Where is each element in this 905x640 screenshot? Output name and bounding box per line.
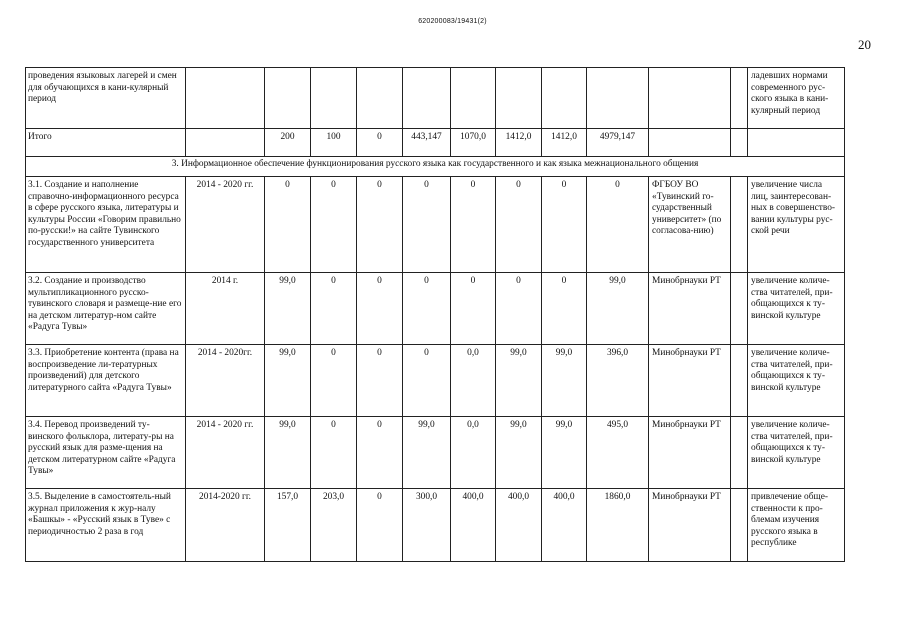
cell-value: 0	[542, 177, 587, 273]
cell-spacer	[731, 345, 748, 417]
cell-spacer	[731, 489, 748, 562]
cell-value	[496, 68, 542, 129]
section-title: 3. Информационное обеспечение функционирования русского языка как государственного и как языка межнационального общения	[26, 157, 845, 177]
cell-spacer	[731, 68, 748, 129]
cell-total: 4979,147	[587, 129, 649, 157]
cell-value	[542, 68, 587, 129]
cell-value: 99,0	[403, 417, 451, 489]
cell-result: увеличение числа лиц, заинтересован-ных в совершенство-вании культуры рус-ской речи	[748, 177, 845, 273]
cell-name: 3.1. Создание и наполнение справочно-информационного ресурса в сфере русского языка, литературы и культуры России «Говорим правильно по-русски!» на сайте Тувинского государственного университета	[26, 177, 186, 273]
cell-name: 3.4. Перевод произведений ту-винского фольклора, литерату-ры на русский язык для разме-щения на детском литературном сайте «Радуга Тувы»	[26, 417, 186, 489]
cell-executor: Минобрнауки РТ	[649, 273, 731, 345]
cell-value: 0	[357, 273, 403, 345]
cell-value: 0	[451, 177, 496, 273]
cell-value: 400,0	[496, 489, 542, 562]
cell-value: 0	[451, 273, 496, 345]
cell-value: 99,0	[265, 273, 311, 345]
table-row	[26, 417, 845, 489]
cell-name: 3.2. Создание и производство мультипликационного русско-тувинского словаря и размеще-ние его на детском литератур-ном сайте «Радуга Тувы»	[26, 273, 186, 345]
cell-value	[311, 68, 357, 129]
cell-spacer	[731, 177, 748, 273]
cell-value: 0	[311, 177, 357, 273]
cell-executor	[649, 68, 731, 129]
cell-value: 0	[311, 273, 357, 345]
cell-value: 157,0	[265, 489, 311, 562]
cell-spacer	[731, 273, 748, 345]
cell-value: 0	[265, 177, 311, 273]
cell-value: 99,0	[265, 345, 311, 417]
cell-name: Итого	[26, 129, 186, 157]
cell-value	[265, 68, 311, 129]
cell-value: 0	[311, 345, 357, 417]
cell-value: 0	[542, 273, 587, 345]
page-number: 20	[858, 37, 871, 52]
cell-period: 2014 - 2020 гг.	[186, 177, 265, 273]
cell-executor: Минобрнауки РТ	[649, 489, 731, 562]
cell-executor: ФГБОУ ВО «Тувинский го-сударственный университет» (по согласова-нию)	[649, 177, 731, 273]
table-row	[26, 345, 845, 417]
cell-executor: Минобрнауки РТ	[649, 345, 731, 417]
cell-total: 99,0	[587, 273, 649, 345]
cell-value: 0,0	[451, 345, 496, 417]
table-row	[26, 177, 845, 273]
cell-period: 2014 г.	[186, 273, 265, 345]
cell-name: проведения языковых лагерей и смен для обучающихся в кани-кулярный период	[26, 68, 186, 129]
cell-period	[186, 129, 265, 157]
cell-spacer	[731, 417, 748, 489]
cell-value: 0	[357, 129, 403, 157]
cell-value: 0,0	[451, 417, 496, 489]
cell-value: 400,0	[451, 489, 496, 562]
cell-value: 99,0	[542, 417, 587, 489]
cell-value: 300,0	[403, 489, 451, 562]
cell-value: 99,0	[496, 345, 542, 417]
table-row	[26, 489, 845, 562]
cell-value	[451, 68, 496, 129]
cell-value	[357, 68, 403, 129]
cell-value: 0	[357, 345, 403, 417]
cell-value: 203,0	[311, 489, 357, 562]
cell-period: 2014 - 2020гг.	[186, 345, 265, 417]
cell-value: 1412,0	[542, 129, 587, 157]
cell-name: 3.5. Выделение в самостоятель-ный журнал приложения к жур-налу «Башкы» - «Русский язык в Туве» с периодичностью 2 раза в год	[26, 489, 186, 562]
cell-executor	[649, 129, 731, 157]
cell-value: 200	[265, 129, 311, 157]
program-table	[25, 67, 845, 562]
cell-value: 443,147	[403, 129, 451, 157]
cell-value: 0	[357, 489, 403, 562]
cell-value: 0	[403, 345, 451, 417]
cell-result: привлечение обще-ственности к про-блемам изучения русского языка в республике	[748, 489, 845, 562]
cell-value	[403, 68, 451, 129]
cell-period: 2014 - 2020 гг.	[186, 417, 265, 489]
cell-value: 100	[311, 129, 357, 157]
table-row-carry	[26, 68, 845, 129]
cell-total: 1860,0	[587, 489, 649, 562]
cell-value: 99,0	[496, 417, 542, 489]
cell-result: увеличение количе-ства читателей, при-общающихся к ту-винской культуре	[748, 273, 845, 345]
section-row	[26, 157, 845, 177]
cell-value: 0	[357, 417, 403, 489]
cell-value: 99,0	[542, 345, 587, 417]
cell-value: 1412,0	[496, 129, 542, 157]
cell-result	[748, 129, 845, 157]
cell-spacer	[731, 129, 748, 157]
cell-value: 0	[496, 177, 542, 273]
document-id: 620200083/19431(2)	[418, 18, 487, 25]
cell-total: 396,0	[587, 345, 649, 417]
table-row	[26, 273, 845, 345]
table-row-total	[26, 129, 845, 157]
cell-total: 0	[587, 177, 649, 273]
cell-value: 99,0	[265, 417, 311, 489]
cell-value: 0	[496, 273, 542, 345]
cell-executor: Минобрнауки РТ	[649, 417, 731, 489]
cell-value: 0	[403, 273, 451, 345]
cell-value: 0	[403, 177, 451, 273]
cell-value: 0	[357, 177, 403, 273]
cell-period: 2014-2020 гг.	[186, 489, 265, 562]
cell-value: 1070,0	[451, 129, 496, 157]
cell-total	[587, 68, 649, 129]
cell-value: 400,0	[542, 489, 587, 562]
cell-name: 3.3. Приобретение контента (права на воспроизведение ли-тературных произведений) для детского литературного сайта «Радуга Тувы»	[26, 345, 186, 417]
cell-value: 0	[311, 417, 357, 489]
cell-total: 495,0	[587, 417, 649, 489]
cell-result: ладевших нормами современного рус-ского языка в кани-кулярный период	[748, 68, 845, 129]
cell-period	[186, 68, 265, 129]
cell-result: увеличение количе-ства читателей, при-общающихся к ту-винской культуре	[748, 417, 845, 489]
cell-result: увеличение количе-ства читателей, при-общающихся к ту-винской культуре	[748, 345, 845, 417]
